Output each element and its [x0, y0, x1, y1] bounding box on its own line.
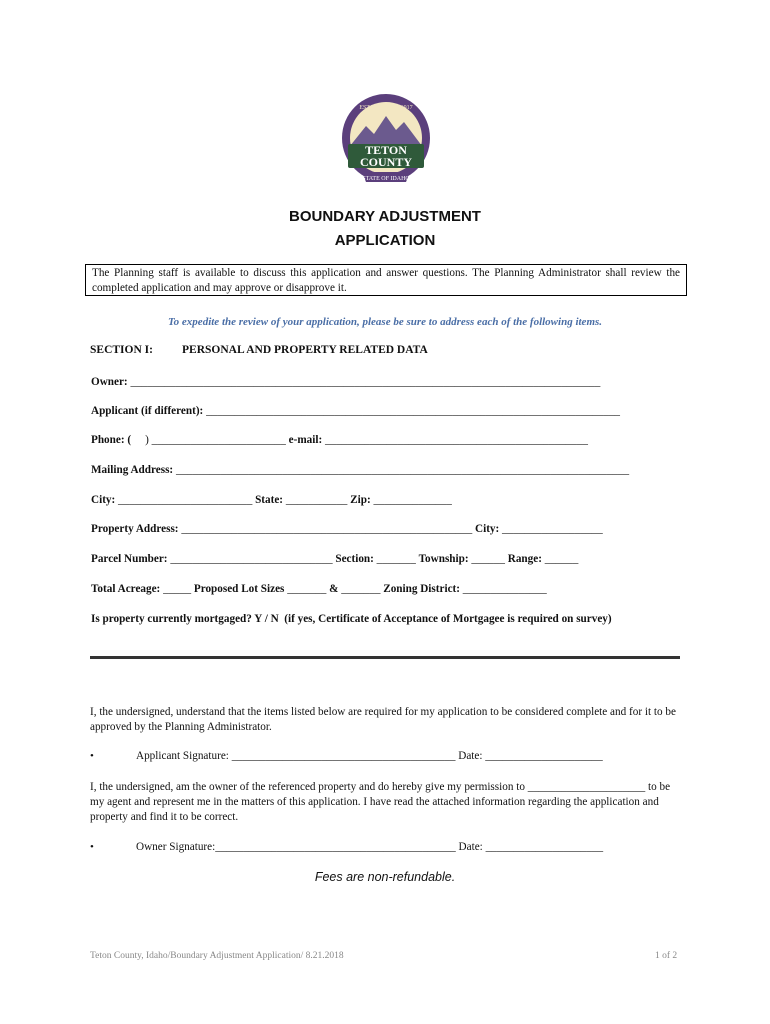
applicant-label: Applicant (if different): — [91, 405, 204, 417]
ampersand: & — [329, 583, 339, 595]
range-label: Range: — [507, 553, 542, 565]
section-field-label: Section: — [335, 553, 374, 565]
mailing-label: Mailing Address: — [91, 464, 174, 476]
section-field[interactable]: _______ — [373, 553, 419, 565]
footer-page-number: 1 of 2 — [655, 951, 678, 961]
seal-name-line1: TETON — [365, 143, 407, 157]
seal-banner: STATE OF IDAHO — [362, 176, 410, 182]
phone-field[interactable]: ) ________________________ — [131, 434, 289, 446]
acreage-label: Total Acreage: — [91, 583, 161, 595]
owner-row — [91, 376, 600, 388]
city-label: City: — [91, 494, 116, 506]
zoning-field[interactable]: _______________ — [460, 583, 547, 595]
range-field[interactable]: ______ — [541, 553, 579, 565]
parcel-row — [91, 553, 578, 565]
section-divider — [90, 656, 680, 659]
acreage-row — [91, 583, 547, 595]
fees-note: Fees are non-refundable. — [314, 870, 456, 884]
mailing-row — [91, 464, 629, 476]
bullet-owner: • — [90, 841, 94, 853]
applicant-signature-line[interactable]: Applicant Signature: ________________________________________ Date: _____________________ — [136, 750, 603, 762]
section-heading: PERSONAL AND PROPERTY RELATED DATA — [182, 344, 428, 356]
property-address-row — [91, 523, 603, 535]
mortgage-question[interactable]: Is property currently mortgaged? Y / N (if yes, Certificate of Acceptance of Mortgagee is required on survey) — [91, 613, 612, 625]
owner-label: Owner: — [91, 376, 128, 388]
bullet-applicant: • — [90, 750, 94, 762]
property-address-label: Property Address: — [91, 523, 179, 535]
phone-row — [91, 434, 588, 446]
lot-size-field-2[interactable]: _______ — [338, 583, 384, 595]
zip-label: Zip: — [350, 494, 371, 506]
statement-permission: I, the undersigned, am the owner of the referenced property and do hereby give my permission to _____________________ to be my agent and represent me in the matters of this application. I have read the attached information regarding the application and property and find it to be correct. — [90, 781, 671, 823]
applicant-field[interactable]: __________________________________________________________________________ — [203, 405, 621, 417]
form-title-line1: BOUNDARY ADJUSTMENT — [289, 208, 481, 225]
township-label: Township: — [418, 553, 469, 565]
parcel-label: Parcel Number: — [91, 553, 168, 565]
teton-county-seal — [336, 92, 436, 188]
owner-field[interactable]: ____________________________________________________________________________________ — [127, 376, 601, 388]
city-state-zip-row — [91, 494, 452, 506]
phone-label: Phone: ( — [91, 434, 132, 446]
footer-document-info: Teton County, Idaho/Boundary Adjustment Application/ 8.21.2018 — [90, 951, 344, 961]
mailing-field[interactable]: _________________________________________________________________________________ — [173, 464, 630, 476]
zip-field[interactable]: ______________ — [370, 494, 452, 506]
statement-requirements: I, the undersigned, understand that the items listed below are required for my application to be considered complete and for it to be approved by the Planning Administrator. — [90, 706, 676, 733]
property-city-field[interactable]: __________________ — [499, 523, 603, 535]
email-field[interactable]: _______________________________________________ — [322, 434, 588, 446]
zoning-label: Zoning District: — [383, 583, 460, 595]
property-city-label: City: — [475, 523, 500, 535]
acreage-field[interactable]: _____ — [160, 583, 194, 595]
seal-top-text: ESTABLISHED 1917 — [359, 105, 413, 111]
township-field[interactable]: ______ — [468, 553, 508, 565]
state-label: State: — [255, 494, 284, 506]
section-label: SECTION I: — [90, 344, 153, 356]
notice-box: The Planning staff is available to discuss this application and answer questions. The Planning Administrator shall review the completed application and may approve or disapprove it. — [85, 264, 687, 296]
lot-size-field-1[interactable]: _______ — [284, 583, 330, 595]
email-label: e-mail: — [288, 434, 323, 446]
lot-sizes-label: Proposed Lot Sizes — [193, 583, 285, 595]
state-field[interactable]: ___________ — [283, 494, 351, 506]
city-field[interactable]: ________________________ — [115, 494, 256, 506]
seal-name-line2: COUNTY — [359, 155, 413, 169]
property-address-field[interactable]: ____________________________________________________ — [178, 523, 475, 535]
expedite-instruction: To expedite the review of your application, please be sure to address each of the following items. — [167, 316, 603, 328]
owner-signature-line[interactable]: Owner Signature:___________________________________________ Date: _____________________ — [136, 841, 604, 853]
parcel-field[interactable]: _____________________________ — [167, 553, 336, 565]
form-title-line2: APPLICATION — [334, 232, 436, 249]
applicant-row — [91, 405, 620, 417]
